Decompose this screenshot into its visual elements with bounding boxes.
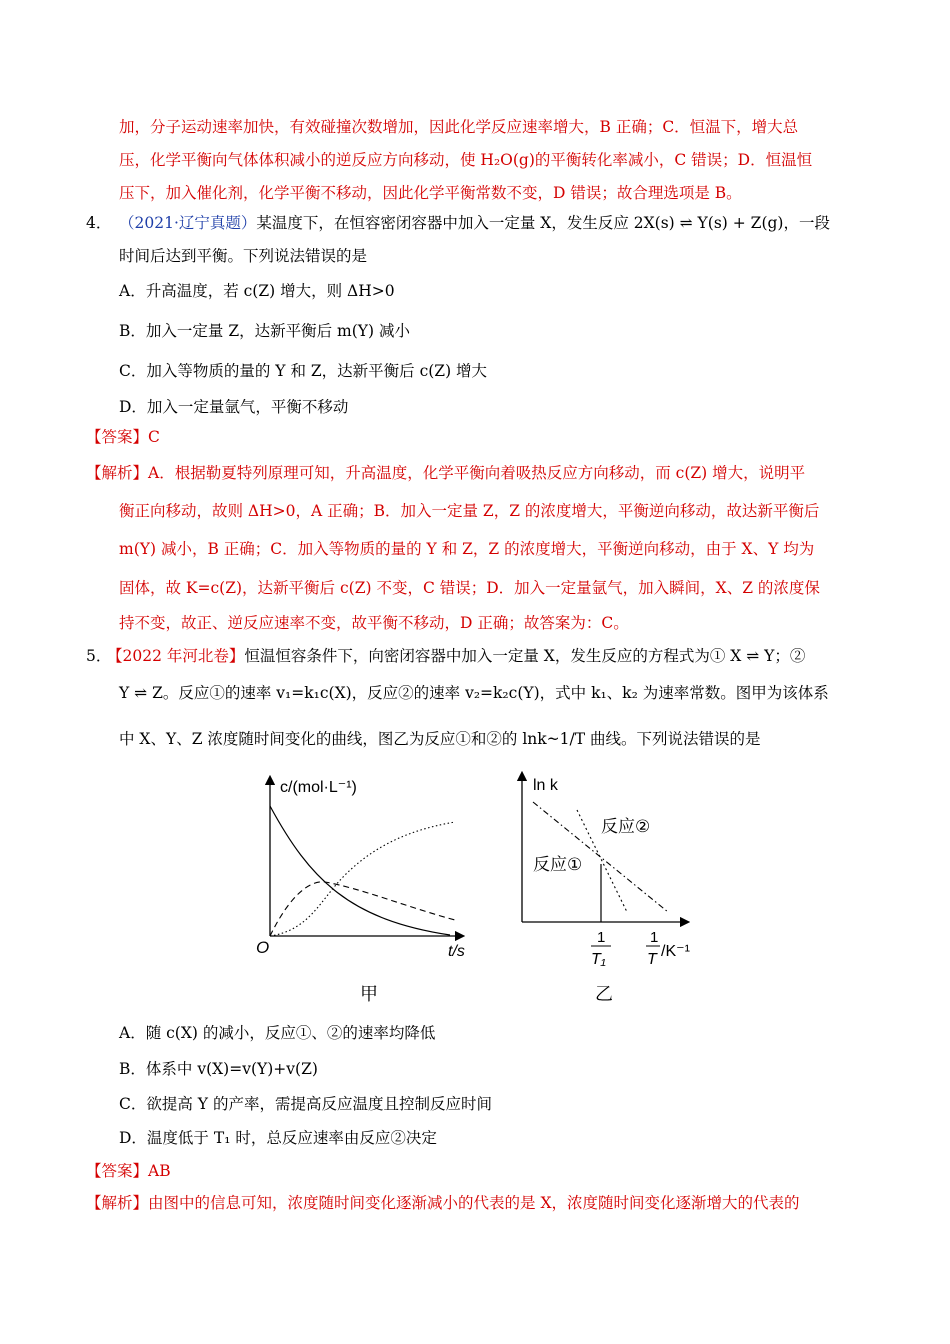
q4-analysis-line-3: m(Y) 减小，B 正确；C．加入等物质的量的 Y 和 Z，Z 的浓度增大，平衡逆向移动，由于 X、Y 均为: [119, 540, 815, 558]
tick-t1-numerator: 1: [597, 929, 606, 946]
curve-x: [270, 806, 450, 935]
q4-analysis-line-2: 衡正向移动，故则 ΔH>0，A 正确；B．加入一定量 Z，Z 的浓度增大，平衡逆向移动，故达新平衡后: [119, 502, 820, 520]
yi-caption: 乙: [595, 984, 613, 1004]
q4-analysis-label: 【解析】: [86, 464, 149, 482]
yi-ylabel: ln k: [533, 777, 558, 794]
xaxis-unit: /K⁻¹: [661, 943, 690, 960]
q5-option-c: C．欲提高 Y 的产率，需提高反应温度且控制反应时间: [119, 1095, 492, 1113]
q4-option-a: A．升高温度，若 c(Z) 增大，则 ΔH>0: [119, 282, 395, 300]
q5-number: 5．: [86, 647, 112, 665]
q4-option-c: C．加入等物质的量的 Y 和 Z，达新平衡后 c(Z) 增大: [119, 362, 488, 380]
q4-answer-value: C: [148, 428, 160, 446]
q4-option-b: B．加入一定量 Z，达新平衡后 m(Y) 减小: [119, 322, 410, 340]
q4-source: （2021·辽宁真题）: [119, 214, 257, 232]
label-reaction-1: 反应①: [533, 855, 583, 874]
figure-jia: [250, 770, 490, 1010]
q4-option-d: D．加入一定量氩气，平衡不移动: [119, 398, 349, 416]
q5-option-a: A．随 c(X) 的减小，反应①、②的速率均降低: [119, 1024, 436, 1042]
xaxis-denominator: T: [647, 951, 657, 968]
jia-ylabel: c/(mol·L⁻¹): [280, 779, 357, 796]
carryover-line-2: 压，化学平衡向气体体积减小的逆反应方向移动，使 H₂O(g)的平衡转化率减小，C 错误；D．恒温恒: [119, 151, 813, 169]
q4-stem-text: 某温度下，在恒容密闭容器中加入一定量 X，发生反应 2X(s) ⇌ Y(s) + Z(g)，一段: [256, 214, 830, 232]
q5-option-b: B．体系中 v(X)=v(Y)+v(Z): [119, 1060, 318, 1078]
tick-t1-denominator: T₁: [591, 951, 606, 968]
carryover-line-3: 压下，加入催化剂，化学平衡不移动，因此化学平衡常数不变，D 错误；故合理选项是 B。: [119, 184, 742, 202]
q4-analysis-line-5: 持不变，故正、逆反应速率不变，故平衡不移动，D 正确；故答案为：C。: [119, 614, 629, 632]
jia-origin: O: [256, 938, 270, 957]
q5-analysis-line-1: 【解析】由图中的信息可知，浓度随时间变化逐渐减小的代表的是 X，浓度随时间变化逐渐增大的代表的: [86, 1194, 800, 1212]
q5-stem-line-2: Y ⇌ Z。反应①的速率 v₁=k₁c(X)，反应②的速率 v₂=k₂c(Y)，式中 k₁、k₂ 为速率常数。图甲为该体系: [119, 684, 829, 702]
q4-answer: [86, 426, 160, 448]
jia-caption: 甲: [360, 984, 378, 1004]
curve-z: [270, 822, 455, 936]
q4-stem-line-2: 时间后达到平衡。下列说法错误的是: [119, 247, 368, 265]
label-reaction-2: 反应②: [601, 817, 651, 836]
q5-stem-text: 恒温恒容条件下，向密闭容器中加入一定量 X，发生反应的方程式为① X ⇌ Y；②: [244, 647, 806, 665]
q5-option-d: D．温度低于 T₁ 时，总反应速率由反应②决定: [119, 1129, 437, 1147]
q5-answer: [86, 1160, 171, 1182]
q4-analysis-line-1: 【解析】A．根据勒夏特列原理可知，升高温度，化学平衡向着吸热反应方向移动，而 c(Z) 增大，说明平: [86, 464, 806, 482]
q5-source: 【2022 年河北卷】: [107, 647, 245, 665]
q4-answer-label: 【答案】: [86, 428, 149, 446]
q5-analysis-label: 【解析】: [86, 1194, 149, 1212]
jia-xlabel: t/s: [448, 943, 465, 960]
q5-answer-value: AB: [148, 1162, 171, 1180]
q5-stem-line-1: [107, 645, 805, 667]
q4-analysis-line-4: 固体，故 K=c(Z)，达新平衡后 c(Z) 不变，C 错误；D．加入一定量氩气，加入瞬间，X、Z 的浓度保: [119, 579, 820, 597]
q5-stem-line-3: 中 X、Y、Z 浓度随时间变化的曲线，图乙为反应①和②的 lnk~1/T 曲线。下列说法错误的是: [119, 730, 761, 748]
q4-stem-line-1: [119, 212, 830, 234]
xaxis-numerator: 1: [650, 929, 659, 946]
figure-yi: [505, 770, 705, 1010]
carryover-line-1: 加，分子运动速率加快，有效碰撞次数增加，因此化学反应速率增大，B 正确；C．恒温下，增大总: [119, 118, 799, 136]
q5-answer-label: 【答案】: [86, 1162, 149, 1180]
q4-number: 4．: [86, 214, 112, 232]
